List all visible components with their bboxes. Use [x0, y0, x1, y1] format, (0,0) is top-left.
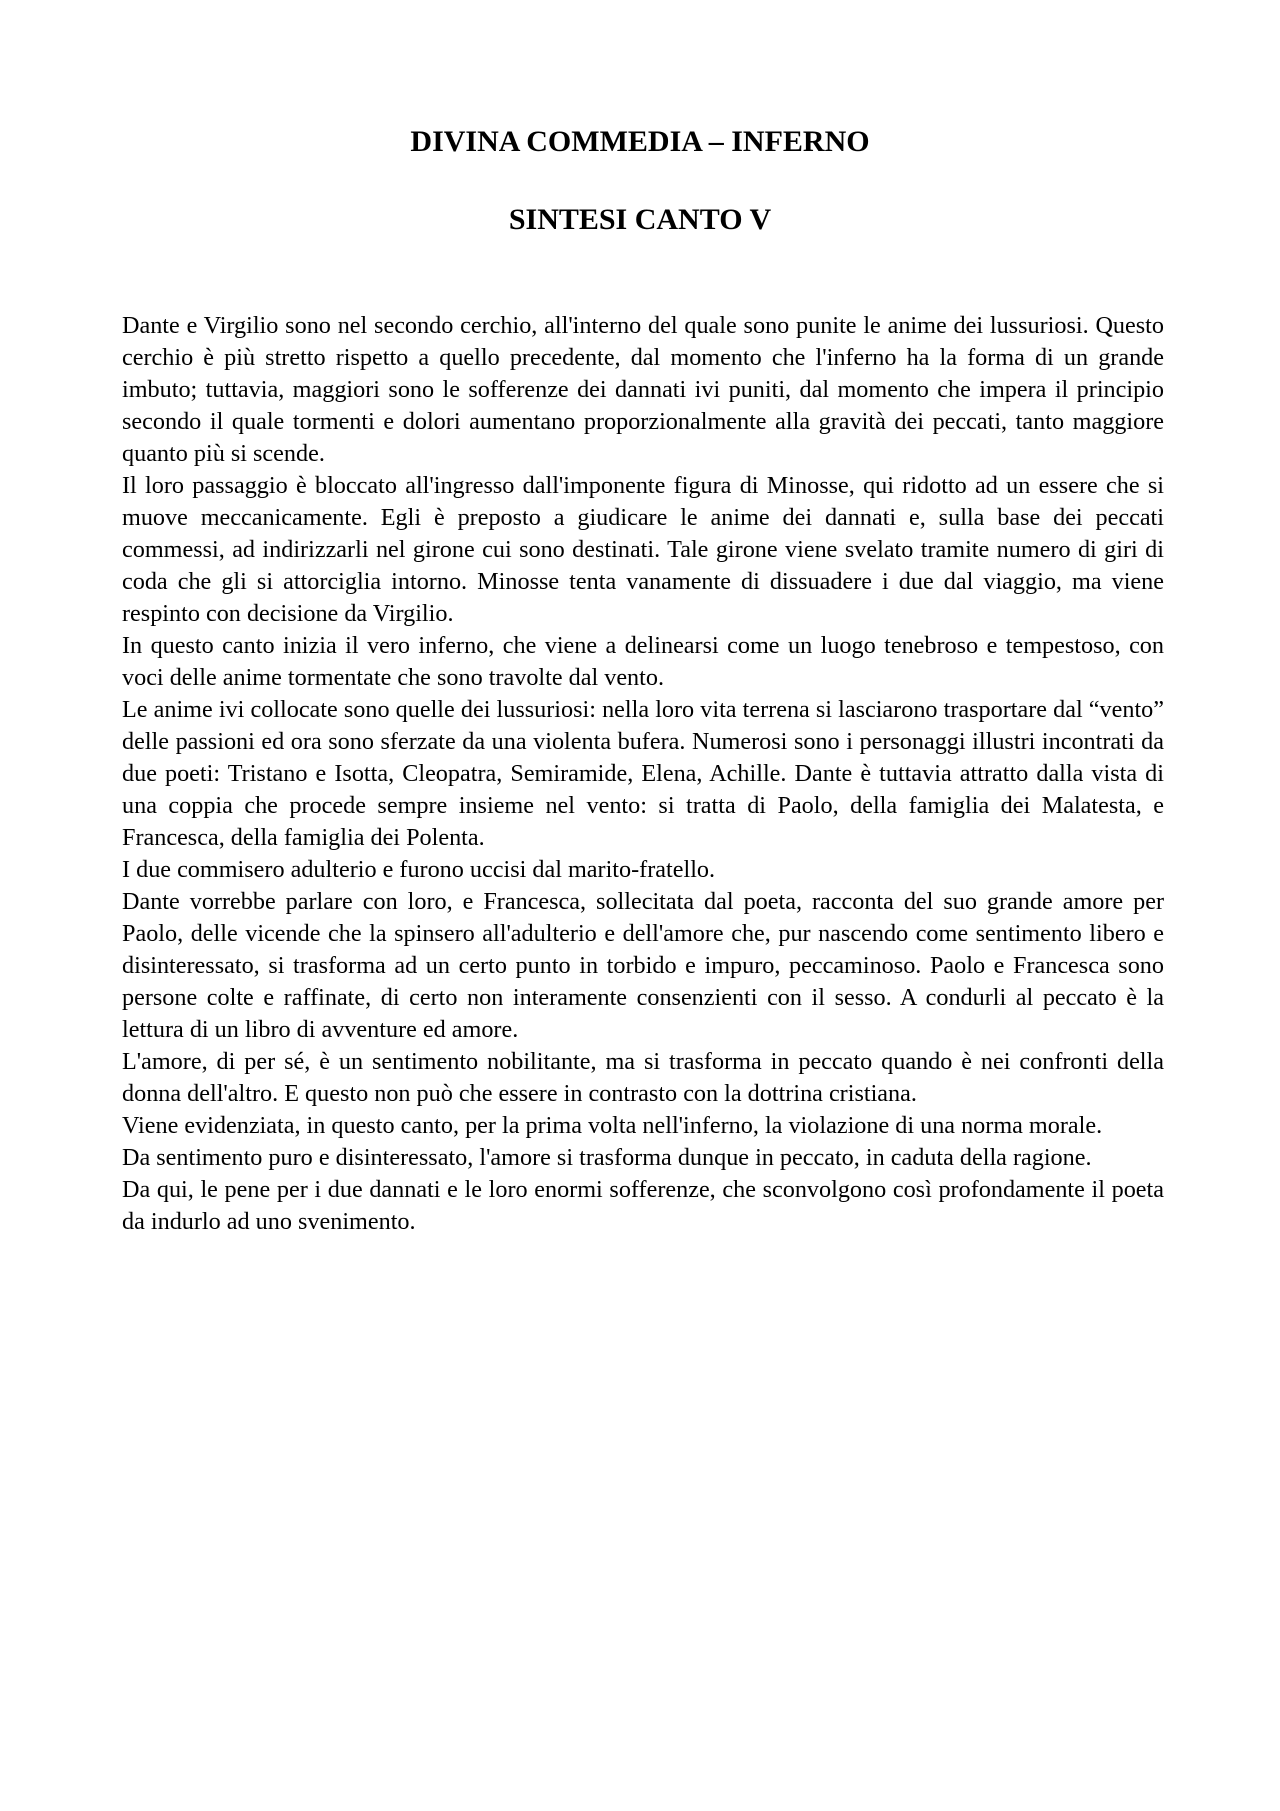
- document-body: [122, 310, 1164, 1238]
- paragraph: In questo canto inizia il vero inferno, che viene a delinearsi come un luogo tenebroso e tempestoso, con voci delle anime tormentate che sono travolte dal vento.: [122, 632, 1164, 691]
- paragraph: Dante e Virgilio sono nel secondo cerchio, all'interno del quale sono punite le anime dei lussuriosi. Questo cerchio è più stretto rispetto a quello precedente, dal momento che l'inferno ha la forma di un grande imbuto; tuttavia, maggiori sono le sofferenze dei dannati ivi puniti, dal momento che impera il principio secondo il quale tormenti e dolori aumentano proporzionalmente alla gravità dei peccati, tanto maggiore quanto più si scende.: [122, 312, 1164, 467]
- document-subtitle: SINTESI CANTO V: [508, 203, 772, 236]
- document-title: DIVINA COMMEDIA – INFERNO: [410, 125, 870, 158]
- paragraph: L'amore, di per sé, è un sentimento nobilitante, ma si trasforma in peccato quando è nei confronti della donna dell'altro. E questo non può che essere in contrasto con la dottrina cristiana.: [122, 1048, 1164, 1107]
- paragraph: Dante vorrebbe parlare con loro, e Francesca, sollecitata dal poeta, racconta del suo grande amore per Paolo, delle vicende che la spinsero all'adulterio e dell'amore che, pur nascendo come sentimento libero e disinteressato, si trasforma ad un certo punto in torbido e impuro, peccaminoso. Paolo e Francesca sono persone colte e raffinate, di certo non interamente consenzienti con il sesso. A condurli al peccato è la lettura di un libro di avventure ed amore.: [122, 888, 1164, 1043]
- paragraph: Le anime ivi collocate sono quelle dei lussuriosi: nella loro vita terrena si lasciarono trasportare dal “vento” delle passioni ed ora sono sferzate da una violenta bufera. Numerosi sono i personaggi illustri incontrati da due poeti: Tristano e Isotta, Cleopatra, Semiramide, Elena, Achille. Dante è tuttavia attratto dalla vista di una coppia che procede sempre insieme nel vento: si tratta di Paolo, della famiglia dei Malatesta, e Francesca, della famiglia dei Polenta.: [122, 696, 1164, 851]
- paragraph: Da sentimento puro e disinteressato, l'amore si trasforma dunque in peccato, in caduta della ragione.: [122, 1144, 1092, 1171]
- paragraph: Il loro passaggio è bloccato all'ingresso dall'imponente figura di Minosse, qui ridotto ad un essere che si muove meccanicamente. Egli è preposto a giudicare le anime dei dannati e, sulla base dei peccati commessi, ad indirizzarli nel girone cui sono destinati. Tale girone viene svelato tramite numero di giri di coda che gli si attorciglia intorno. Minosse tenta vanamente di dissuadere i due dal viaggio, ma viene respinto con decisione da Virgilio.: [122, 472, 1164, 627]
- paragraph: Viene evidenziata, in questo canto, per la prima volta nell'inferno, la violazione di una norma morale.: [122, 1112, 1103, 1139]
- paragraph: I due commisero adulterio e furono uccisi dal marito-fratello.: [122, 856, 716, 883]
- paragraph: Da qui, le pene per i due dannati e le loro enormi sofferenze, che sconvolgono così profondamente il poeta da indurlo ad uno svenimento.: [122, 1176, 1164, 1235]
